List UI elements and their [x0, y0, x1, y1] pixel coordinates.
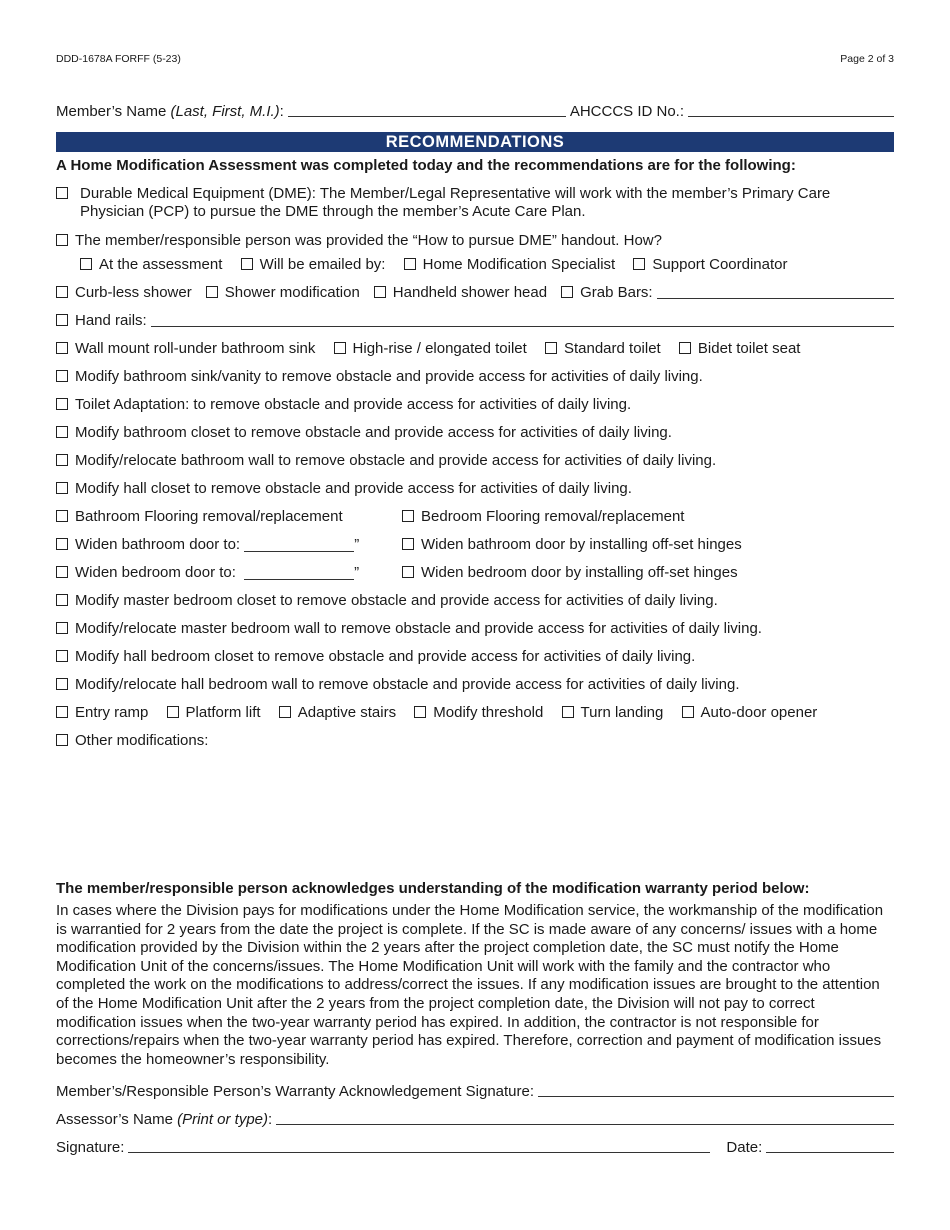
hall-bed-wall-checkbox[interactable]	[56, 678, 68, 690]
hall-bed-wall-item: Modify/relocate hall bedroom wall to remove obstacle and provide access for activities of daily living.	[56, 676, 894, 694]
page-number: Page 2 of 3	[840, 53, 894, 65]
access-row: Entry ramp Platform lift Adaptive stairs Modify threshold Turn landing Auto-door opener	[56, 704, 894, 722]
shower-row: Curb-less shower Shower modification Handheld shower head Grab Bars:	[56, 284, 894, 302]
widen-bath-field[interactable]	[244, 537, 354, 552]
widen-bed-checkbox[interactable]	[56, 566, 68, 578]
flooring-row: Bathroom Flooring removal/replacement Bedroom Flooring removal/replacement	[56, 508, 894, 526]
widen-bed-hinges-checkbox[interactable]	[402, 566, 414, 578]
dme-checkbox[interactable]	[56, 187, 68, 199]
bath-sink-item: Modify bathroom sink/vanity to remove obstacle and provide access for activities of daily living.	[56, 368, 894, 386]
bath-closet-checkbox[interactable]	[56, 426, 68, 438]
support-coordinator-checkbox[interactable]	[633, 258, 645, 270]
shower-mod-checkbox[interactable]	[206, 286, 218, 298]
other-item: Other modifications:	[56, 732, 894, 750]
adaptive-stairs-checkbox[interactable]	[279, 706, 291, 718]
warranty-heading: The member/responsible person acknowledges understanding of the modification warranty period below:	[56, 880, 810, 897]
bath-floor-checkbox[interactable]	[56, 510, 68, 522]
ack-signature-field[interactable]	[538, 1081, 894, 1097]
bidet-checkbox[interactable]	[679, 342, 691, 354]
toilet-adapt-checkbox[interactable]	[56, 398, 68, 410]
wall-sink-checkbox[interactable]	[56, 342, 68, 354]
turn-landing-checkbox[interactable]	[562, 706, 574, 718]
form-code: DDD-1678A FORFF (5-23)	[56, 53, 181, 65]
hm-specialist-checkbox[interactable]	[404, 258, 416, 270]
bath-wall-checkbox[interactable]	[56, 454, 68, 466]
date-field[interactable]	[766, 1137, 894, 1153]
grab-bars-field[interactable]	[657, 284, 894, 299]
grab-bars-checkbox[interactable]	[561, 286, 573, 298]
handout-item: The member/responsible person was provided the “How to pursue DME” handout. How?	[56, 232, 894, 250]
hall-closet-checkbox[interactable]	[56, 482, 68, 494]
ack-signature-line	[56, 1078, 894, 1100]
master-closet-item: Modify master bedroom closet to remove obstacle and provide access for activities of daily living.	[56, 592, 894, 610]
warranty-body: In cases where the Division pays for modifications under the Home Modification service, the workmanship of the modification is warrantied for 2 years from the date the project is complete. If the SC is made aware of any concerns/ issues with a home modification provided by the Division within the 2 years after the project completion date, the SC must notify the Home Modification Unit of the concerns/issues. The Home Modification Unit will work with the family and the contractor who completed the work on the modifications to address/correct the issues. If any modification issues are brought to the attention of the Home Modification Unit after the 2 years from the project completion date, the Division will not pay to correct modification issues when the two-year warranty period has expired. In addition, the contractor is not responsible for corrections/repairs when the two-year warranty period has expired. Therefore, correction and payment of modification issues becomes the homeowner’s responsibility.	[56, 902, 884, 1068]
auto-door-checkbox[interactable]	[682, 706, 694, 718]
standard-toilet-checkbox[interactable]	[545, 342, 557, 354]
handout-checkbox[interactable]	[56, 234, 68, 246]
ahcccs-label: AHCCCS ID No.:	[569, 103, 685, 120]
toilet-row: Wall mount roll-under bathroom sink High-rise / elongated toilet Standard toilet Bidet toilet seat	[56, 340, 894, 358]
intro-text: A Home Modification Assessment was completed today and the recommendations are for the following:	[56, 157, 796, 174]
widen-bath-hinges-checkbox[interactable]	[402, 538, 414, 550]
assessor-label: Assessor’s Name (Print or type):	[56, 1111, 273, 1128]
widen-bed-field[interactable]	[244, 565, 354, 580]
at-assessment-checkbox[interactable]	[80, 258, 92, 270]
signature-label: Signature:	[56, 1139, 125, 1156]
widen-bed-row: Widen bedroom door to: ” Widen bedroom door by installing off-set hinges	[56, 564, 894, 582]
bed-floor-checkbox[interactable]	[402, 510, 414, 522]
curbless-shower-checkbox[interactable]	[56, 286, 68, 298]
signature-line	[56, 1134, 894, 1156]
ahcccs-id-field[interactable]	[688, 101, 894, 117]
ack-signature-label: Member’s/Responsible Person’s Warranty Acknowledgement Signature:	[56, 1083, 535, 1100]
member-info-line	[56, 98, 894, 120]
hall-bed-closet-checkbox[interactable]	[56, 650, 68, 662]
recommendations-banner: RECOMMENDATIONS	[56, 132, 894, 152]
emailed-by-checkbox[interactable]	[241, 258, 253, 270]
bath-closet-item: Modify bathroom closet to remove obstacle and provide access for activities of daily living.	[56, 424, 894, 442]
handout-options: At the assessment Will be emailed by: Home Modification Specialist Support Coordinator	[80, 256, 894, 274]
member-name-label: Member’s Name (Last, First, M.I.):	[56, 103, 284, 120]
hand-rails-field[interactable]	[151, 312, 894, 327]
highrise-toilet-checkbox[interactable]	[334, 342, 346, 354]
handheld-checkbox[interactable]	[374, 286, 386, 298]
hand-rails-row: Hand rails:	[56, 312, 894, 330]
signature-field[interactable]	[128, 1137, 710, 1153]
toilet-adapt-item: Toilet Adaptation: to remove obstacle and provide access for activities of daily living.	[56, 396, 894, 414]
widen-bath-row: Widen bathroom door to: ” Widen bathroom door by installing off-set hinges	[56, 536, 894, 554]
entry-ramp-checkbox[interactable]	[56, 706, 68, 718]
master-wall-checkbox[interactable]	[56, 622, 68, 634]
hall-bed-closet-item: Modify hall bedroom closet to remove obstacle and provide access for activities of daily living.	[56, 648, 894, 666]
hand-rails-checkbox[interactable]	[56, 314, 68, 326]
master-closet-checkbox[interactable]	[56, 594, 68, 606]
date-label: Date:	[726, 1139, 763, 1156]
other-checkbox[interactable]	[56, 734, 68, 746]
widen-bath-checkbox[interactable]	[56, 538, 68, 550]
assessor-name-field[interactable]	[276, 1109, 894, 1125]
assessor-line	[56, 1106, 894, 1128]
modify-threshold-checkbox[interactable]	[414, 706, 426, 718]
dme-item: Durable Medical Equipment (DME): The Member/Legal Representative will work with the member’s Primary Care Physician (PCP) to pursue the DME through the member’s Acute Care Plan.	[56, 185, 894, 221]
bath-sink-checkbox[interactable]	[56, 370, 68, 382]
platform-lift-checkbox[interactable]	[167, 706, 179, 718]
bath-wall-item: Modify/relocate bathroom wall to remove obstacle and provide access for activities of daily living.	[56, 452, 894, 470]
member-name-field[interactable]	[288, 101, 566, 117]
hall-closet-item: Modify hall closet to remove obstacle and provide access for activities of daily living.	[56, 480, 894, 498]
master-wall-item: Modify/relocate master bedroom wall to remove obstacle and provide access for activities of daily living.	[56, 620, 894, 638]
